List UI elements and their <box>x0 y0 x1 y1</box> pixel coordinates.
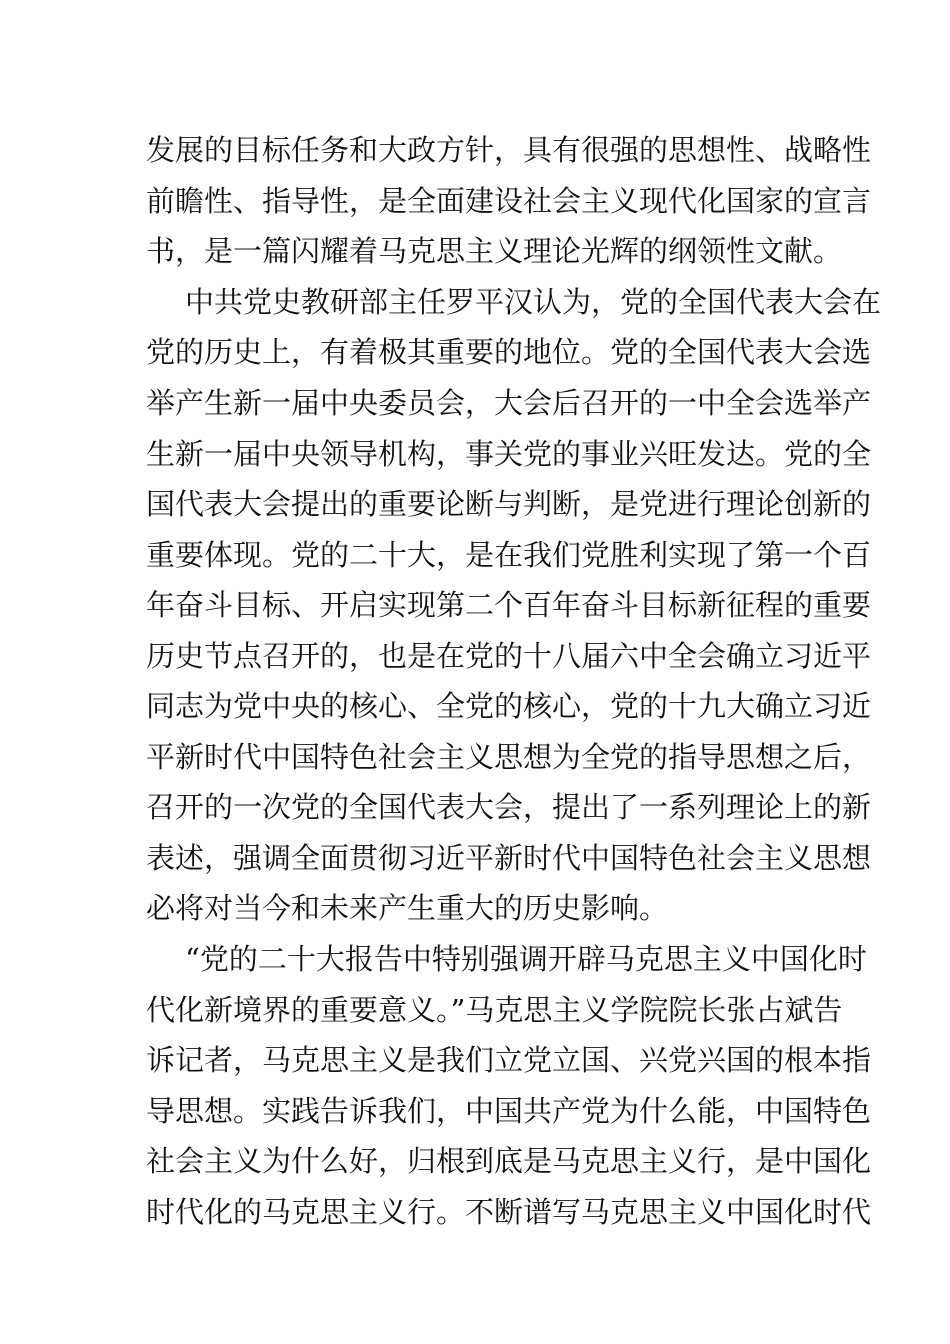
text-line: 表述，强调全面贯彻习近平新时代中国特色社会主义思想 <box>146 841 872 875</box>
text-line: 平新时代中国特色社会主义思想为全党的指导思想之后， <box>146 740 872 774</box>
text-line: 前瞻性、指导性，是全面建设社会主义现代化国家的宣言 <box>146 184 872 218</box>
text-line: 举产生新一届中央委员会，大会后召开的一中全会选举产 <box>146 386 872 420</box>
text-line: 国代表大会提出的重要论断与判断，是党进行理论创新的 <box>146 487 872 521</box>
text-line: 诉记者，马克思主义是我们立党立国、兴党兴国的根本指 <box>146 1043 872 1077</box>
text-line: 必将对当今和未来产生重大的历史影响。 <box>146 891 669 925</box>
text-line: 重要体现。党的二十大，是在我们党胜利实现了第一个百 <box>146 538 872 572</box>
text-line: 历史节点召开的，也是在党的十八届六中全会确立习近平 <box>146 639 872 673</box>
text-line: 代化新境界的重要意义。”马克思主义学院院长张占斌告 <box>146 993 843 1027</box>
text-line: 同志为党中央的核心、全党的核心，党的十九大确立习近 <box>146 689 872 723</box>
text-line: 书，是一篇闪耀着马克思主义理论光辉的纲领性文献。 <box>146 234 843 268</box>
text-line: 导思想。实践告诉我们，中国共产党为什么能，中国特色 <box>146 1094 872 1128</box>
text-line: 时代化的马克思主义行。不断谱写马克思主义中国化时代 <box>146 1195 872 1229</box>
text-line: 召开的一次党的全国代表大会，提出了一系列理论上的新 <box>146 790 872 824</box>
text-line: 生新一届中央领导机构，事关党的事业兴旺发达。党的全 <box>146 437 872 471</box>
text-line: 社会主义为什么好，归根到底是马克思主义行，是中国化 <box>146 1144 872 1178</box>
text-line: 年奋斗目标、开启实现第二个百年奋斗目标新征程的重要 <box>146 588 872 622</box>
paragraph-first-line: 中共党史教研部主任罗平汉认为，党的全国代表大会在 <box>185 285 882 319</box>
paragraph-first-line: “党的二十大报告中特别强调开辟马克思主义中国化时 <box>185 942 867 976</box>
text-line: 党的历史上，有着极其重要的地位。党的全国代表大会选 <box>146 335 872 369</box>
text-line: 发展的目标任务和大政方针，具有很强的思想性、战略性 <box>146 133 872 167</box>
